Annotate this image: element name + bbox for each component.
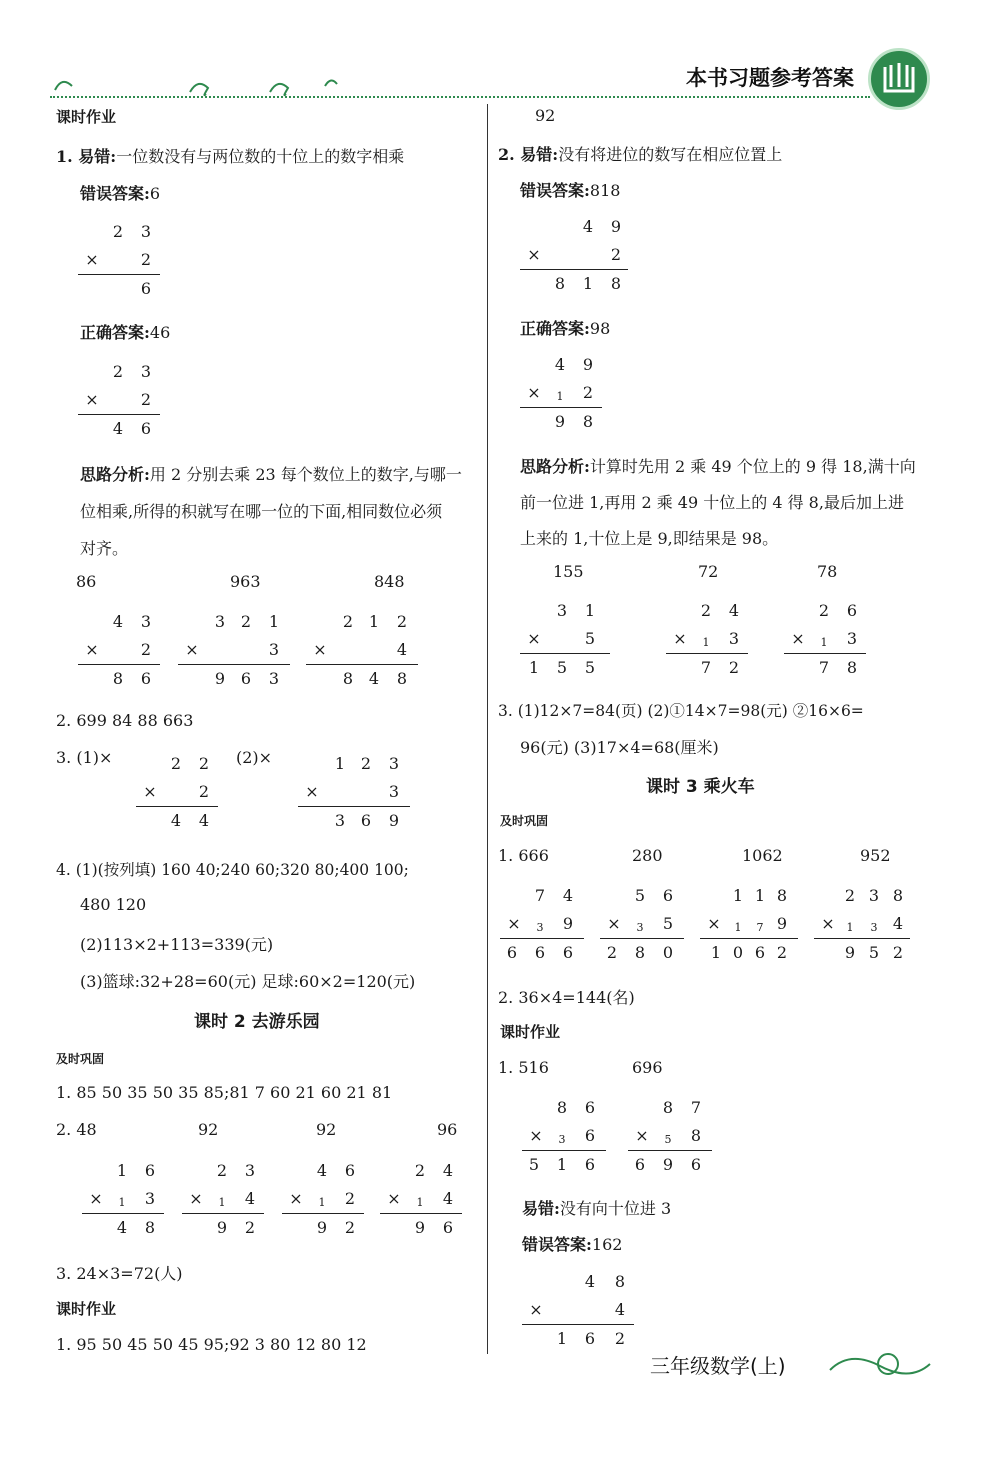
r-right-answer [520,316,610,339]
lesson-2-title: 课时 2 去游乐园 [194,1012,320,1032]
l2-q2-96: 96 [437,1120,458,1139]
l3-q1-1062: 1062 [742,846,783,865]
q2-line: 2. 699 84 88 663 [56,711,194,730]
l2-q2-92a: 92 [198,1120,219,1139]
q4-line-1: 4. (1)(按列填) 160 40;240 60;320 80;400 100; [56,861,409,879]
analysis-label: 思路分析: [80,465,150,484]
r-jishi-label: 及时巩固 [500,814,549,828]
q3b-line: (2)× [236,748,273,767]
vertical-calc: 1 2 3 × 3 3 6 9 [298,750,410,835]
answer-78: 78 [817,562,838,581]
l3-q1-952: 952 [860,846,891,865]
footer-ornament-icon [820,1340,980,1390]
wrong-answer [80,181,160,204]
r-q2-label: 2. 易错: [498,145,559,164]
r-right-value: 98 [589,319,611,338]
r-analysis-label: 思路分析: [520,457,590,476]
vertical-calc: 2 3 8 × 1 3 4 9 5 2 [814,882,910,967]
analysis-line-3: 对齐。 [80,539,129,558]
l2-q1-line: 1. 85 50 35 50 35 85;81 7 60 21 60 21 81 [56,1083,393,1102]
yicuo-line [522,1196,671,1219]
analysis-text-1: 用 2 分别去乘 23 每个数位上的数字,与哪一 [149,465,462,484]
vertical-calc: 4 6 × 1 2 9 2 [282,1157,364,1242]
l3-h1-696: 696 [632,1058,663,1077]
r-q2-text: 没有将进位的数写在相应位置上 [558,145,783,164]
page-header-title: 本书习题参考答案 [686,66,854,90]
r-analysis-line-1 [520,454,916,477]
r-q3-line-2: 96(元) (3)17×4=68(厘米) [520,738,719,757]
l3-q1-280: 280 [632,846,663,865]
answer-86: 86 [76,572,97,591]
vertical-calc: 3 1 × 5 1 5 5 [520,597,610,682]
r-wrong2-label: 错误答案: [522,1235,592,1254]
r-q3-line-1: 3. (1)12×7=84(页) (2)①14×7=98(元) ②16×6= [498,702,864,720]
vertical-calc: 2 3 × 2 6 [78,218,160,303]
r-analysis-line-2: 前一位进 1,再用 2 乘 49 十位上的 4 得 8,最后加上进 [520,493,904,512]
vertical-calc: 4 8 × 4 1 6 2 [522,1268,634,1353]
vertical-calc: 2 2 × 2 4 4 [136,750,218,835]
vertical-calc: 3 2 1 × 3 9 6 3 [178,608,290,693]
vertical-calc: 2 6 × 1 3 7 8 [784,597,866,682]
analysis-line-1 [80,462,462,485]
vertical-calc: 1 6 × 1 3 4 8 [82,1157,164,1242]
vertical-calc: 2 4 × 1 3 7 2 [666,597,748,682]
section-heading: 课时作业 [500,1023,561,1041]
vertical-calc: 1 1 8 × 1 7 9 1 0 6 2 [700,882,798,967]
column-divider [487,104,488,1354]
q1-label: 1. 易错: [56,147,117,166]
answer-92-top: 92 [535,106,556,125]
r-analysis-text-1: 计算时先用 2 乘 49 个位上的 9 得 18,满十向 [589,457,916,476]
analysis-line-2: 位相乘,所得的积就写在哪一位的下面,相同数位必须 [80,502,443,521]
vertical-calc: 2 4 × 1 4 9 6 [380,1157,462,1242]
jishi-label: 及时巩固 [56,1052,105,1066]
right-label: 正确答案: [80,323,150,342]
wrong-value: 6 [149,184,161,203]
vertical-calc: 4 3 × 2 8 6 [78,608,160,693]
l3-h1-line: 1. 516 [498,1058,549,1077]
header-rule [50,96,870,98]
l2-q2-line: 2. 48 [56,1120,97,1139]
l2-h1-line: 1. 95 50 45 50 45 95;92 3 80 12 80 12 [56,1335,367,1354]
r-analysis-line-3: 上来的 1,十位上是 9,即结果是 98。 [520,529,779,548]
q4-line-3: (2)113×2+113=339(元) [80,935,274,954]
q3a-line: 3. (1)× [56,748,113,767]
vertical-calc: 4 9 × 2 8 1 8 [520,213,628,298]
footer-grade: 三年级数学(上) [650,1354,786,1378]
vertical-calc: 8 6 × 3 6 5 1 6 [522,1094,606,1179]
vertical-calc: 7 4 × 3 9 6 6 6 [500,882,584,967]
l3-q2-line: 2. 36×4=144(名) [498,988,635,1007]
vertical-calc: 8 7 × 5 8 6 9 6 [628,1094,712,1179]
answer-155: 155 [553,562,584,581]
lesson-3-title: 课时 3 乘火车 [646,777,755,797]
vertical-calc: 4 9 × 1 2 9 8 [520,351,602,436]
r-q2-line [498,142,782,165]
q4-line-4: (3)篮球:32+28=60(元) 足球:60×2=120(元) [80,972,416,991]
r-right-label: 正确答案: [520,319,590,338]
book-logo-icon [868,48,930,110]
right-answer [80,320,170,343]
l2-q3-line: 3. 24×3=72(人) [56,1264,183,1283]
r-wrong2-answer [522,1232,622,1255]
r-wrong-answer [520,178,620,201]
vertical-calc: 2 1 2 × 4 8 4 8 [306,608,418,693]
q1-line [56,144,404,167]
right-value: 46 [149,323,171,342]
r-wrong-label: 错误答案: [520,181,590,200]
vertical-calc: 2 3 × 2 4 6 [78,358,160,443]
section-heading: 课时作业 [56,108,117,126]
swirl-decoration-icon [50,72,340,98]
l2-q2-92b: 92 [316,1120,337,1139]
q1-text: 一位数没有与两位数的十位上的数字相乘 [116,147,405,166]
vertical-calc: 5 6 × 3 5 2 8 0 [600,882,684,967]
vertical-calc: 2 3 × 1 4 9 2 [182,1157,264,1242]
yicuo-text: 没有向十位进 3 [559,1199,672,1218]
section-heading: 课时作业 [56,1300,117,1318]
yicuo-label: 易错: [522,1199,560,1218]
r-wrong-value: 818 [589,181,621,200]
answer-848: 848 [374,572,405,591]
answer-72: 72 [698,562,719,581]
q4-line-2: 480 120 [80,895,147,914]
wrong-label: 错误答案: [80,184,150,203]
answer-963: 963 [230,572,261,591]
r-wrong2-value: 162 [591,1235,623,1254]
header-decoration [50,72,340,98]
l3-q1-line: 1. 666 [498,846,549,865]
